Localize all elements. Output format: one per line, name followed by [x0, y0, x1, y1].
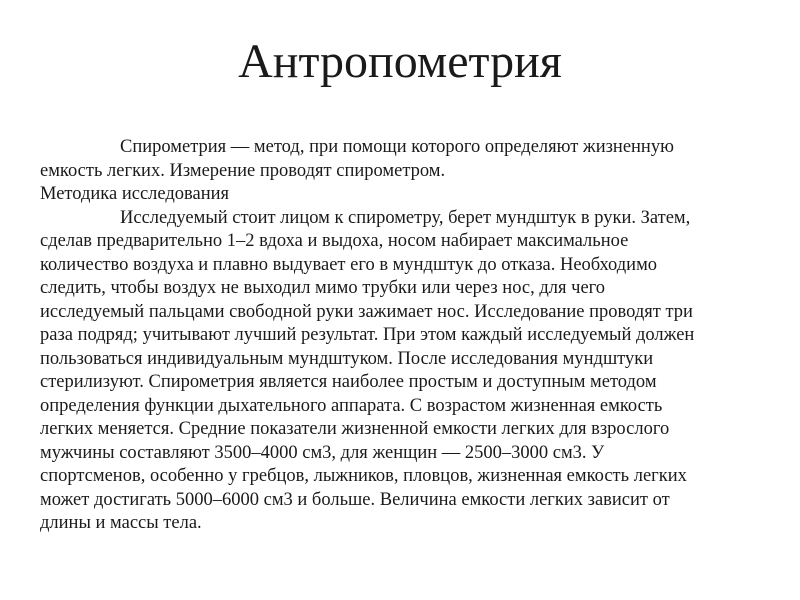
text-line: стерилизуют. Спирометрия является наиболее простым и доступным методом	[40, 372, 657, 392]
slide-title: Антропометрия	[238, 35, 562, 88]
text-line: может достигать 5000–6000 см3 и больше. Величина емкости легких зависит от	[40, 489, 670, 510]
text-line: легких меняется. Средние показатели жизненной емкости легких для взрослого	[40, 419, 670, 439]
text-line: Методика исследования	[40, 184, 230, 204]
text-line: исследуемый пальцами свободной руки зажимает нос. Исследование проводят три	[40, 301, 693, 322]
text-line: пользоваться индивидуальным мундштуком. После исследования мундштуки	[40, 348, 654, 369]
text-line: спортсменов, особенно у гребцов, лыжников, пловцов, жизненная емкость легких	[40, 466, 687, 486]
slide-body	[40, 136, 760, 536]
text-line: раза подряд; учитывают лучший результат. При этом каждый исследуемый должен	[40, 325, 695, 345]
method-paragraph	[40, 207, 760, 536]
intro-paragraph	[40, 136, 760, 183]
text-line: следить, чтобы воздух не выходил мимо трубки или через нос, для чего	[40, 278, 606, 298]
text-line: количество воздуха и плавно выдувает его в мундштук до отказа. Необходимо	[40, 254, 658, 275]
method-heading	[40, 183, 760, 207]
text-line: мужчины составляют 3500–4000 см3, для женщин — 2500–3000 см3. У	[40, 442, 605, 463]
text-line: Исследуемый стоит лицом к спирометру, берет мундштук в руки. Затем,	[120, 207, 691, 228]
text-line: Спирометрия — метод, при помощи которого определяют жизненную	[120, 137, 674, 157]
text-line: длины и массы тела.	[40, 513, 202, 533]
text-line: сделав предварительно 1–2 вдоха и выдоха, носом набирает максимальное	[40, 231, 629, 251]
text-line: определения функции дыхательного аппарата. С возрастом жизненная емкость	[40, 395, 663, 416]
text-line: емкость легких. Измерение проводят спирометром.	[40, 160, 446, 181]
